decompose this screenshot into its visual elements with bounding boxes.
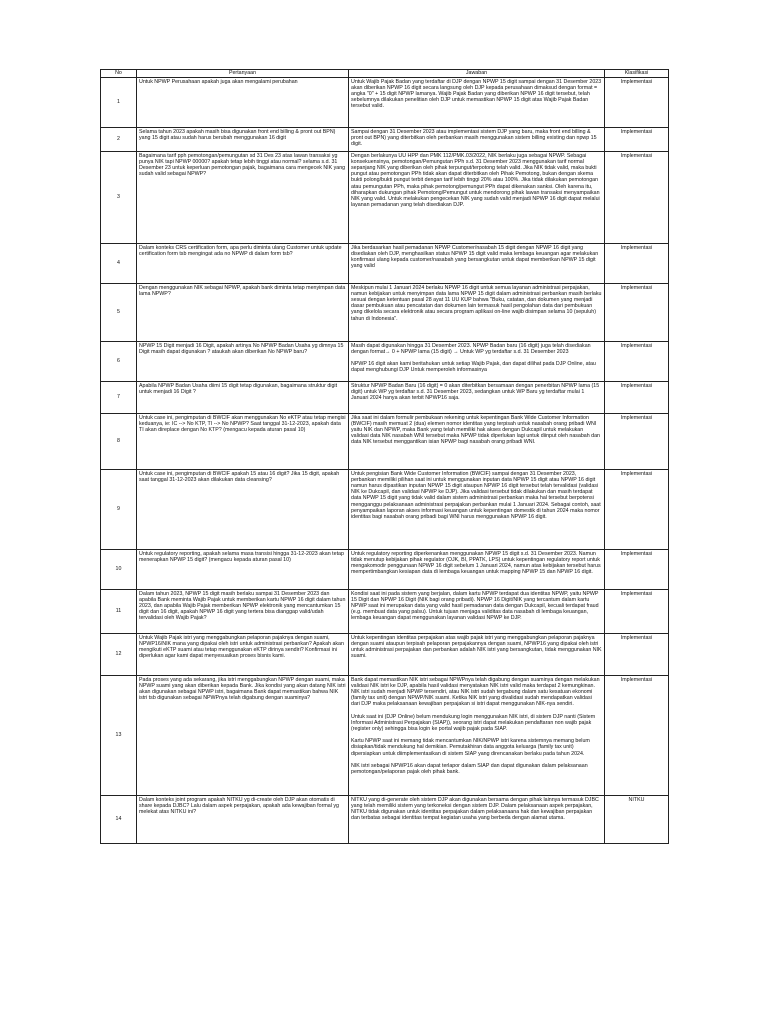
answer-cell xyxy=(349,414,605,470)
question-cell: NPWP 15 Digit menjadi 16 Digit, apakah artinya No NPWP Badan Usaha yg dimnya 15 Digit masih dapat digunakan ? ataukah akan diberikan No NPWP baru? xyxy=(137,342,349,382)
row-number: 4 xyxy=(101,244,137,284)
row-number: 11 xyxy=(101,590,137,634)
header-question: Pertanyaan xyxy=(137,70,349,78)
table-row xyxy=(101,414,669,470)
question-cell: Apabila NPWP Badan Usaha diimi 15 digit tetap digunakan, bagaimana struktur digit untuk menjadi 16 Digit ? xyxy=(137,382,349,414)
row-number: 1 xyxy=(101,78,137,128)
answer-cell xyxy=(349,284,605,342)
classification-cell: Implementasi xyxy=(605,78,669,128)
question-cell: Dalam konteks joint program apakah NITKU yg di-create oleh DJP akan otomatis di share kepada DJBC? Lalu dalam aspek perpajakan, apakah ada kewajiban formal yg melekat atas NITKU ini? xyxy=(137,796,349,844)
classification-cell: Implementasi xyxy=(605,414,669,470)
table-row xyxy=(101,470,669,550)
classification-cell: Implementasi xyxy=(605,470,669,550)
question-cell: Untuk NPWP Perusahaan apakah juga akan mengalami perubahan xyxy=(137,78,349,128)
answer-cell xyxy=(349,676,605,796)
classification-cell: Implementasi xyxy=(605,382,669,414)
answer-paragraph: NITKU yang di-generate oleh sistem DJP akan digunakan bersama dengan pihak lainnya termasuk DJBC yang telah memiliki sistem yang terkoneksi dengan sistem DJP. Dalam pelaksanaan aspek perpajakan, NITKU tidak digunakan untuk identitas perpajakan dalam pelaksanaana hak dan kewajiban perpajakan dan terbatas sebagai identitas tempat kegiatan usaha yang berbeda dengan alamat utama. xyxy=(351,796,599,822)
table-row xyxy=(101,284,669,342)
row-number: 8 xyxy=(101,414,137,470)
classification-cell: Implementasi xyxy=(605,550,669,590)
answer-paragraph: Dengan berlakunya UU HPP dan PMK 112/PMK.03/2022, NIK berlaku juga sebagai NPWP. Sebagai konsekuensinya, pemotongan/Pemungutan PPh s.d. 31 Desember 2023 menggunakan tarif normal sepanjang NIK yang diberikan oleh pihak terpungut/terpotong telah valid. Jika NIK tidak valid, maka bukti pungut atau pemotongan PPh tidak akan dapat diterbitkan oleh Pihak Pemotong, bukan dengan skema bukti polong/bukti pungut terbit dengan tarif lebih tinggi 20% atau 100%. Jika tidak dilakukan pemotongan atau pemungutan PPh, maka pihak pemotong/pemungut PPh dapat dikenakan sanksi. Oleh karena itu, diharapkan dukungan pihak Pemotong/Pemungut untuk mendorong pihak lawan transaksi menyampaikan NIK yang valid. Untuk melakukan pengecekan NIK yang sudah valid menjadi NPWP 16 digit dapat melalui layanan pemadanan yang telah disediakan DJP. xyxy=(351,152,600,209)
header-answer: Jawaban xyxy=(349,70,605,78)
faq-table xyxy=(100,69,669,844)
answer-paragraph: Sampai dengan 31 Desember 2023 atau implementasi sistem DJP yang baru, maka front end billing & pront out BPN) yang diterbitkan oleh perbankan masih menggunakan sistem billing existing dan npwp 15 digit. xyxy=(351,128,597,147)
classification-cell: Implementasi xyxy=(605,634,669,676)
answer-paragraph: Jika berdasarkan hasil pemadanan NPWP Customer/nasabah 15 digit dengan NPWP 16 digit yang disediakan oleh DJP, menghasilkan status NPWP 15 digit valid maka lembaga keuangan agar melakukan konfirmasi ulang kepada customer/nasabah yang bersangkutan untuk dapat memberikan NPWP 15 digit yang valid xyxy=(351,244,599,270)
answer-paragraph: Kondisi saat ini pada sistem yang berjalan, dalam kartu NPWP terdapat dua identitas NPWP, yaitu NPWP 15 Digit dan NPWP 16 Digit (NIK bagi orang pribadi). NPWP 16 Digit/NIK yang tercantum dalam kartu NPWP saat ini merupakan data yang valid hasil pemadanan data dengan Dukcapil, kecuali terdapat fraud (e.g. membuat data yang palsu). Untuk tujuan menjaga validitas data nasabah di lembaga keuangan, lembaga keuangan dapat menggunakan layanan validasi NPWP ke DJP. xyxy=(351,590,599,622)
answer-cell xyxy=(349,634,605,676)
question-cell: Untuk case ini, pengimputan di BWCIF akan menggunakan No eKTP atau tetap mengisi keduanya, ie: IC --> No KTP, TI --> No NPWP? Saat tanggal 31-12-2023, apakah data TI akan direplace dengan No KTP? (mengacu kepada aturan pasal 10) xyxy=(137,414,349,470)
question-cell: Dengan menggunakan NIK sebagai NPWP, apakah bank diminta tetap menyimpan data lama NPWP? xyxy=(137,284,349,342)
table-row xyxy=(101,128,669,152)
answer-cell xyxy=(349,128,605,152)
header-classification: Klasifikasi xyxy=(605,70,669,78)
answer-paragraph: Untuk saat ini (DJP Online) belum mendukung login menggunakan NIK istri, di sistem DJP nanti (Sistem Informasi Administrasi Perpajakan (SIAP)), seorang istri dapat melakukan pendaftaran non wajib pajak (register only) sehingga bisa login ke portal wajib pajak pada SIAP. xyxy=(351,713,596,732)
table-row xyxy=(101,634,669,676)
classification-cell: Implementasi xyxy=(605,128,669,152)
question-cell: Dalam tahun 2023, NPWP 15 digit masih berlaku sampai 31 Desember 2023 dan apabila Bank meminta Wajib Pajak untuk memberikan kartu NPWP 16 digit dalam tahun 2023, dan apabila Wajib Pajak memberikan NPWP elektronik yang mencantumkan 15 digit dan 16 digit, apakah NPWP 16 digit yang tertera bisa dianggap valid/udah tervalidasi oleh Wajib Pajak? xyxy=(137,590,349,634)
question-cell: Dalam konteks CRS certification form, apa perlu diminta ulang Customer untuk update certification form tsb mengingat ada no NPWP di dalam form tsb? xyxy=(137,244,349,284)
row-number: 3 xyxy=(101,152,137,244)
row-number: 7 xyxy=(101,382,137,414)
question-cell: Bagaimana tarif pph pemotongan/pemungutan sd 31 Des 23 atas lawan transaksi yg punya NIK tapi NPWP 00000? apakah tetap lebih tinggi atau normal? selama s.d. 31 Desember 23 untuk keperluan pemotongan pajak, bagaimana cara mengecek NIK yang sudah valid sebagai NPWP? xyxy=(137,152,349,244)
row-number: 14 xyxy=(101,796,137,844)
table-row xyxy=(101,152,669,244)
row-number: 2 xyxy=(101,128,137,152)
classification-cell: Implementasi xyxy=(605,342,669,382)
answer-paragraph: Untuk Wajib Pajak Badan yang terdaftar di DJP dengan NPWP 15 digit sampai dengan 31 Desember 2023 akan diberikan NPWP 16 digit secara langsung oleh DJP kepada perusahaan dimaksud dengan format = angka "0" + 15 digit NPWP lamanya. Wajib Pajak Badan yang diberikan NPWP 16 digit tersebut, telah sebelumnya dilakukan penelitian oleh DJP untuk memastikan NPWP 15 digit atas Wajib Pajak Badan tersebut valid. xyxy=(351,78,602,110)
answer-cell xyxy=(349,244,605,284)
answer-cell xyxy=(349,382,605,414)
header-no: No xyxy=(101,70,137,78)
answer-cell xyxy=(349,152,605,244)
answer-paragraph: Untuk pengisian Bank Wide Customer Information (BWCIF) sampai dengan 31 Desember 2023, perbankan memiliki pilihan saat ini untuk menggunakan inputan data NPWP 15 digit atau NPWP 16 digit namun harus dipastikan inputan NPWP 15 digit ataupun NPWP 16 digit tersebut telah tervalidasi (validasi NIK ke Dukcapil, dan validasi NPWP ke DJP). Jika validasi tersebut tidak dilakukan dan masih terdapat data NPWP 15 digit yang tidak valid dalam sistem administrasi perbankan maka hal tersebut berpotensi mengganggu pelaksanaan administrasi perpajakan perbankan mulai 1 Januari 2024. Sebagai contoh, saat penyampaikan laporan akses informasi keuangan untuk kepentingan domestik di tahun 2024 maka nomor identitas bagi nasabah orang pribadi bagi WNI harus menggunakan NPWP 16 digit. xyxy=(351,470,601,520)
table-row xyxy=(101,78,669,128)
answer-paragraph: Kartu NPWP saat ini memang tidak mencantumkan NIK/NPWP istri karena sistemnya memang belum disiapkan/tidak mendukung hal demikian. Pemutakhiran data anggota keluarga (family tax unit) dipersiapkan untuk diimplementasikan di sistem SIAP yang direncanakan berlaku pada tahun 2024. xyxy=(351,738,590,757)
answer-paragraph: NIK istri sebagai NPWP16 akan dapat terlapor dalam SIAP dan dapat digunakan dalam pelaksanaan pemotongan/pelaporan pajak oleh pihak bank. xyxy=(351,762,588,775)
table-row xyxy=(101,676,669,796)
classification-cell: Implementasi xyxy=(605,244,669,284)
table-row xyxy=(101,244,669,284)
row-number: 5 xyxy=(101,284,137,342)
row-number: 13 xyxy=(101,676,137,796)
answer-paragraph: Bank dapat memastikan NIK istri sebagai NPWPnya telah digabung dengan suaminya dengan melakukan validasi NIK istri ke DJP, apabila hasil validasi menyatakan NIK istri valid maka terdapat 2 kemungkinan. NIK istri sudah menjadi NPWP tersendiri, atau NIK istri sudah tergabung dalam satu kesatuan ekonomi (family tax unit) dengan NPWP/NIK suami. Ketika NIK istri yang divalidasi sudah mendapatkan validasi dari DJP maka pelaksanaan kewajiban perpajakan si istri dapat menggunakan NIK-nya sendiri. xyxy=(351,676,600,708)
row-number: 10 xyxy=(101,550,137,590)
answer-paragraph: Untuk kepentingan identitas perpajakan atas wajib pajak istri yang menggabungkan pelaporan pajaknya dengan suami ataupun terpisah pelaporan perpajakannya dengan suami, NPWP16 yang dipakai oleh istri untuk administrasi perpajakan dan perbankan adalah NIK istri yang bersangkutan, tidak menggunakan NIK suami. xyxy=(351,634,602,660)
answer-paragraph: NPWP 16 digit akan kami beritahukan untuk setiap Wajib Pajak, dan dapat dilihat pada DJP Online, atau dapat menghubungi DJP Untuk memperoleh informasinya xyxy=(351,360,596,374)
table-row xyxy=(101,590,669,634)
row-number: 9 xyxy=(101,470,137,550)
classification-cell: NITKU xyxy=(605,796,669,844)
question-cell: Untuk Wajib Pajak istri yang menggabungkan pelaporan pajaknya dengan suami, NPWP16/NIK mana yang dipakai oleh istri untuk administrasi perbankan? Apakah akan mengikuti eKTP suami atau tetap menggunakan eKTP dirinya sendiri? Konfirmasi ini diperlukan agar kami dapat menyesuaikan proses bisnis kami. xyxy=(137,634,349,676)
table-row xyxy=(101,342,669,382)
answer-paragraph: Struktur NPWP Badan Baru (16 digit) = 0 akan diterbitkan bersamaan dengan penerbitan NPWP lama (15 digit) untuk WP yg terdaftar s.d. 31 Desember 2023, sedangkan untuk WP Baru yg terdaftar mulai 1 Januari 2024 hanya akan terbit NPWP16 saja. xyxy=(351,382,600,401)
faq-document xyxy=(100,69,668,844)
classification-cell: Implementasi xyxy=(605,590,669,634)
classification-cell: Implementasi xyxy=(605,676,669,796)
answer-paragraph: Jika saat ini dalam formulir pembukaan rekening untuk kepentingan Bank Wide Customer Information (BWCIF) masih memuat 2 (dua) elemen nomor identitas yang terpisah untuk nasabah orang pribadi WNI yaitu NIK dan NPWP, maka Bank yang telah memiliki hak akses dengan Dukcapil untuk melakukan validasi data NIK nasabah WNI tersebut maka NPWP tidak diperlukan lagi untuk diinput oleh nasabah dan data NIK tersebut menggantikan isian NPWP bagi nasabah orang pribadi WNI. xyxy=(351,414,601,446)
question-cell: Untuk regulatory reporting, apakah selama masa transisi hingga 31-12-2023 akan tetap menerapkan NPWP 15 digit? (mengacu kepada aturan pasal 10) xyxy=(137,550,349,590)
answer-cell xyxy=(349,342,605,382)
table-header-row xyxy=(101,70,669,78)
answer-paragraph: Untuk regulatory reporting diperkenankan menggunakan NPWP 15 digit s.d. 31 Desember 2023. Namun tidak menutup kebijakan pihak regulator (OJK, BI, PPATK, LPS) untuk kepentingan regulatory report untuk mengakomodir penggunaan NPWP 16 digit sebelum 1 Januari 2024, namun atas kebijakan tersebut harus mempertimbangkan kesiapan data di lembaga keuangan untuk mapping NPWP 15 dan NPWP 16 digit. xyxy=(351,550,601,576)
answer-cell xyxy=(349,470,605,550)
table-row xyxy=(101,796,669,844)
answer-cell xyxy=(349,590,605,634)
question-cell: Untuk case ini, pengimputan di BWCIF apakah 15 atau 16 digit? Jika 15 digit, apakah saat tanggal 31-12-2023 akan dilakukan data cleansing? xyxy=(137,470,349,550)
answer-cell xyxy=(349,550,605,590)
classification-cell: Implementasi xyxy=(605,284,669,342)
classification-cell: Implementasi xyxy=(605,152,669,244)
answer-paragraph: Meskipun mulai 1 Januari 2024 berlaku NPWP 16 digit untuk semua layanan administrasi perpajakan, namun kebijakan untuk menyimpan data lama NPWP 15 digit dalam administrasi perbankan masih berlaku sesuai dengan ketentuan pasal 28 ayat 11 UU KUP bahwa "Buku, catatan, dan dokumen yang menjadi dasar pembukuan atau pencatatan dan dokumen lain termasuk hasil pengolahan data dari pembukuan yang dikelola secara elektronik atau secara program aplikasi on-line wajib disimpan selama 10 (sepuluh) tahun di Indonesia". xyxy=(351,284,602,322)
row-number: 6 xyxy=(101,342,137,382)
answer-cell xyxy=(349,796,605,844)
answer-paragraph: Masih dapat digunakan hingga 31 Desember 2023. NPWP Badan baru (16 digit) juga telah disediakan dengan format→ 0 + NPWP lama (15 digit) → Untuk WP yg terdaftar s.d. 31 Desember 2023 xyxy=(351,342,591,355)
answer-cell xyxy=(349,78,605,128)
question-cell: Selama tahun 2023 apakah masih bisa digunakan front end billing & pront out BPN) yang 15 digit atau sudah harus berubah menggunakan 16 digit xyxy=(137,128,349,152)
table-row xyxy=(101,382,669,414)
row-number: 12 xyxy=(101,634,137,676)
table-row xyxy=(101,550,669,590)
question-cell: Pada proses yang ada sekarang, jika istri menggabungkan NPWP dengan suami, maka NPWP suami yang akan diberikan kepada Bank. Jika kondisi yang akan datang NIK istri akan digunakan sebagai NPWP istri, bagaimana Bank dapat memastikan bahwa NIK istri tsb digunakan sebagai NPWPnya telah digabung dengan suaminya? xyxy=(137,676,349,796)
